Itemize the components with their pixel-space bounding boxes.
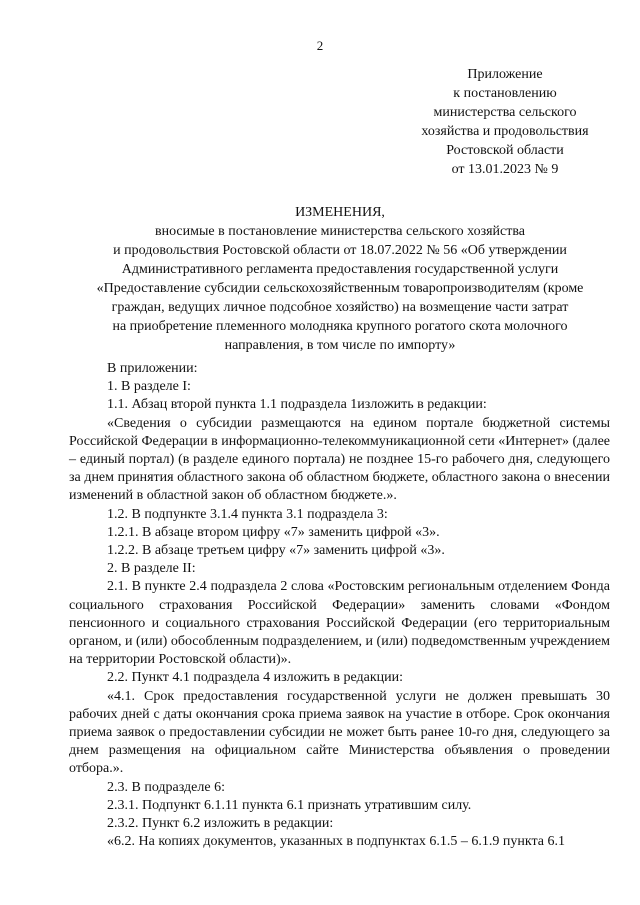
- appendix-line: к постановлению: [453, 86, 557, 101]
- title-subtitle-line: Административного регламента предоставления государственной услуги: [121, 262, 559, 277]
- title-subtitle-line: вносимые в постановление министерства сельского хозяйства: [154, 224, 526, 239]
- body-paragraph: В приложении:: [107, 361, 198, 376]
- body-paragraph: «Сведения о субсидии размещаются на едином портале бюджетной системы Российской Федерации в информационно-телекоммуникационной сети «Интернет» (далее – единый портал) (в разделе единого портала) не позднее 15-го рабочего дня, следующего за днем принятия областного закона об областном бюджете, областного закона о внесении изменений в областной закон об областном бюджете.».: [69, 415, 611, 504]
- body-paragraph: 2. В разделе II:: [107, 561, 196, 577]
- body-paragraph: 1.1. Абзац второй пункта 1.1 подраздела 1изложить в редакции:: [107, 397, 487, 413]
- title-subtitle-line: и продовольствия Ростовской области от 18.07.2022 № 56 «Об утверждении: [113, 243, 567, 258]
- body-paragraph: 1. В разделе I:: [107, 379, 191, 395]
- appendix-header: [400, 65, 610, 179]
- body-paragraph: «6.2. На копиях документов, указанных в подпунктах 6.1.5 – 6.1.9 пункта 6.1: [107, 834, 565, 850]
- page-number: 2: [316, 38, 324, 53]
- title-heading: ИЗМЕНЕНИЯ,: [295, 205, 385, 220]
- body-paragraph: 2.3.1. Подпункт 6.1.11 пункта 6.1 признать утратившим силу.: [107, 797, 472, 813]
- body-paragraph: 2.3. В подразделе 6:: [107, 779, 225, 795]
- document-body: [69, 360, 610, 851]
- appendix-line: хозяйства и продовольствия: [421, 124, 589, 139]
- title-subtitle-line: «Предоставление субсидии сельскохозяйственным товаропроизводителям (кроме: [96, 281, 584, 296]
- body-paragraph: «4.1. Срок предоставления государственной услуги не должен превышать 30 рабочих дней с даты окончания срока приема заявок на участие в отборе. Срок окончания приема заявок о предоставлении субсидии не может быть ранее 10-го дня, следующего за днем размещения на официальном сайте Министерства объявления о проведении отбора.».: [69, 688, 610, 777]
- appendix-line: Приложение: [467, 67, 543, 82]
- body-paragraph: 1.2. В подпункте 3.1.4 пункта 3.1 подраздела 3:: [107, 506, 388, 522]
- appendix-line: министерства сельского: [433, 105, 577, 120]
- title-subtitle-line: направления, в том числе по импорту»: [224, 338, 456, 353]
- body-paragraph: 1.2.1. В абзаце втором цифру «7» заменить цифрой «3».: [107, 524, 440, 540]
- title-subtitle-line: на приобретение племенного молодняка крупного рогатого скота молочного: [112, 319, 568, 334]
- document-title: [60, 203, 620, 355]
- body-paragraph: 2.3.2. Пункт 6.2 изложить в редакции:: [107, 816, 334, 832]
- appendix-line: Ростовской области: [446, 143, 564, 158]
- appendix-line: от 13.01.2023 № 9: [451, 162, 559, 177]
- body-paragraph: 2.1. В пункте 2.4 подраздела 2 слова «Ростовским региональным отделением Фонда социального страхования Российской Федерации» заменить словами «Фондом пенсионного и социального страхования Российской Федерации (его территориальным органом, и (или) обособленным подразделением, и (или) подведомственным учреждением на территории Ростовской области)».: [69, 579, 610, 668]
- body-paragraph: 2.2. Пункт 4.1 подраздела 4 изложить в редакции:: [107, 670, 404, 686]
- body-paragraph: 1.2.2. В абзаце третьем цифру «7» заменить цифрой «3».: [107, 543, 445, 559]
- title-subtitle-line: граждан, ведущих личное подсобное хозяйство) на возмещение части затрат: [111, 300, 569, 315]
